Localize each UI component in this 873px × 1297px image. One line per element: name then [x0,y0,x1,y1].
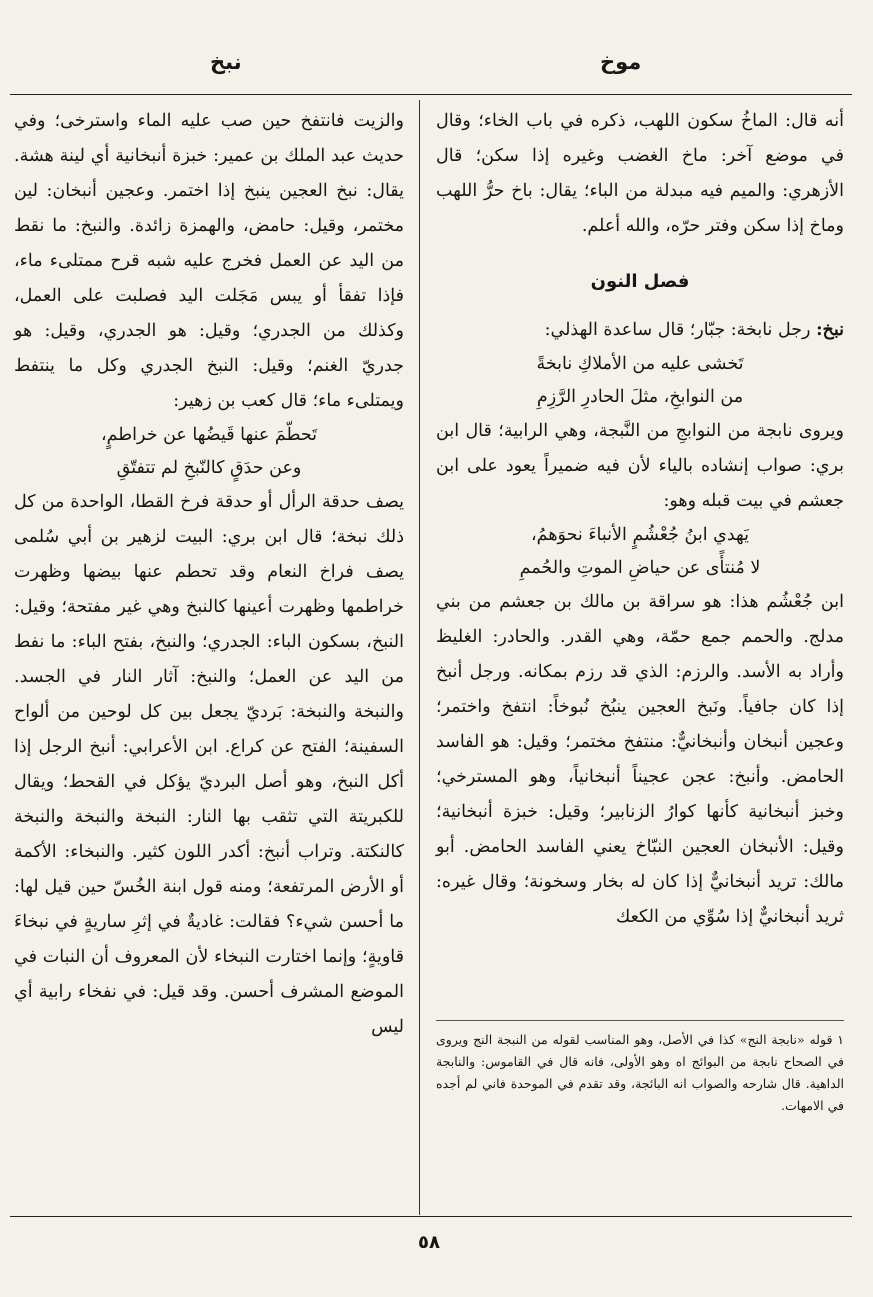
footnote: ١ قوله «نابجة النج» كذا في الأصل، وهو المناسب لقوله من النبجة النج ويروى في الصحاح نابجة من البوائج اه وهو الأولى، فانه قال في القاموس: والنابجة الداهية. قال شارحه والصواب انه البائجة، وقد تقدم في الموحدة فاني لم أجده في الامهات. [436,1020,844,1117]
column-divider [419,100,420,1215]
verse-1-line-2: من النوابخِ، مثلَ الحادرِ الرَّزِمِ [536,387,744,407]
verse-2-line-2: لا مُنتأًى عن حياضِ الموتِ والحُممِ [519,558,761,578]
running-head-right: موخ [600,50,642,74]
right-para-4: ابن جُعْشُم هذا: هو سراقة بن مالك بن جعشم من بني مدلج. والحمم جمع حمّة، وهي القدر. والحادر: الغليظ وأراد به الأسد. والرزم: الذي قد رزم بمكانه. ورجل أنبخ إذا كان جافياً. ونَبخ العجين ينبُخ نُبوخاً: انتفخ واختمر؛ وعجين أنبخان وأنبخانيٌّ: منتفخ مختمر؛ وقيل: هو الفاسد الحامض. وأنبخ: عجن عجيناً أنبخانياً، وهو المسترخي؛ وخبز أنبخانية كأنها كوارُ الزنابير؛ وقيل: خبزة أنبخانية؛ وقيل: الأنبخان العجين النبّاخ يعني الفاسد الحامض. أبو مالك: تريد أنبخانيٌّ إذا كان له بخار وسخونة؛ وقال غيره: ثريد أنبخانيٌّ إذا سُوِّي من الكعك [436,592,844,927]
left-verse-line-2: وعن حدَقٍ كالنّبخِ لم تتفتّقِ [116,458,302,478]
page-number: ٥٨ [418,1232,440,1253]
right-column [436,104,844,935]
running-head-left: نبخ [210,50,242,74]
header-rule [10,94,852,95]
left-para-1: والزيت فانتفخ حين صب عليه الماء واسترخى؛ وفي حديث عبد الملك بن عمير: خبزة أنبخانية أي لينة هشة. يقال: نبخ العجين ينبخ إذا اختمر. وعجين أنبخان: لين مختمر، وقيل: حامض، والهمزة زائدة. والنبخ: ما نقط من اليد عن العمل فخرج عليه شبه قرح ممتلىء ماء، فإذا تفقأ أو يبس مَجَلت اليد فصلبت على العمل، وكذلك من الجدري؛ وقيل: هو الجدري، وقيل: هو جدريّ الغنم؛ وقيل: النبخ الجدري وكل ما ينتفط ويمتلىء ماء؛ قال كعب بن زهير: [14,111,404,411]
right-para-3: ويروى نابجة من النوابجِ من النَّبجة، وهي الرابية؛ قال ابن بري: صواب إنشاده بالياء لأن فيه ضميراً يعود على ابن جعشم في بيت قبله وهو: [436,421,844,511]
right-para-1: أنه قال: الماخُ سكون اللهب، ذكره في باب الخاء؛ وقال في موضع آخر: ماخ الغضب وغيره إذا سكن؛ قال الأزهري: والميم فيه مبدلة من الباء؛ يقال: باخ حرُّ اللهب وماخ إذا سكن وفتر حرّه، والله أعلم. [436,111,844,236]
verse-1-line-1: تَخشى عليه من الأملاكِ نابخةً [536,354,744,374]
verse-2-line-1: يَهدي ابنُ جُعْشُمٍ الأنباءَ نحوَهمُ، [531,525,749,545]
left-verse-line-1: تَحطّمَ عنها قَيضُها عن خراطمٍ، [100,425,318,445]
section-title: فصل النون [590,271,690,292]
entry-nbkh [436,313,844,348]
right-para-2: رجل نابخة: جبّار؛ قال ساعدة الهذلي: [544,320,811,340]
left-column [14,104,404,1045]
page-header [0,50,873,90]
left-para-2: يصف حدقة الرأل أو حدقة فرخ القطا، الواحدة من كل ذلك نبخة؛ قال ابن بري: البيت لزهير بن أبي سُلمى يصف فراخ النعام وقد تحطم عنها بيضها وظهرت خراطمها وظهرت أعينها كالنبخ وهي غير مفتحة؛ وقيل: النبخ، بسكون الباء: الجدري؛ والنبخ، بفتح الباء: ما نفط من اليد عن العمل؛ والنبخ: آثار النار في الجسد. والنبخة والنبخة: بَرديّ يجعل بين كل لوحين من ألواح السفينة؛ الفتح عن كراع. ابن الأعرابي: أنبخ الرجل إذا أكل النبخ، وهو أصل البرديّ يؤكل في القحط؛ ويقال للكبريتة التي تثقب بها النار: النبخة والنبخة والنبخة كالنكتة. وتراب أنبخ: أكدر اللون كثير. والنبخاء: الأكمة أو الأرض المرتفعة؛ ومنه قول ابنة الخُسّ حين قيل لها: ما أحسن شيء؟ فقالت: غاديةٌ في إثرِ ساريةٍ في نبخاءَ قاويةٍ؛ وإنما اختارت النبخاء لأن المعروف أن النبات في الموضع المشرف أحسن. وقد قيل: في نفخاء رابية أي ليس [14,492,404,1037]
entry-headword: نبخ: [816,320,844,340]
footer-rule [10,1216,852,1217]
